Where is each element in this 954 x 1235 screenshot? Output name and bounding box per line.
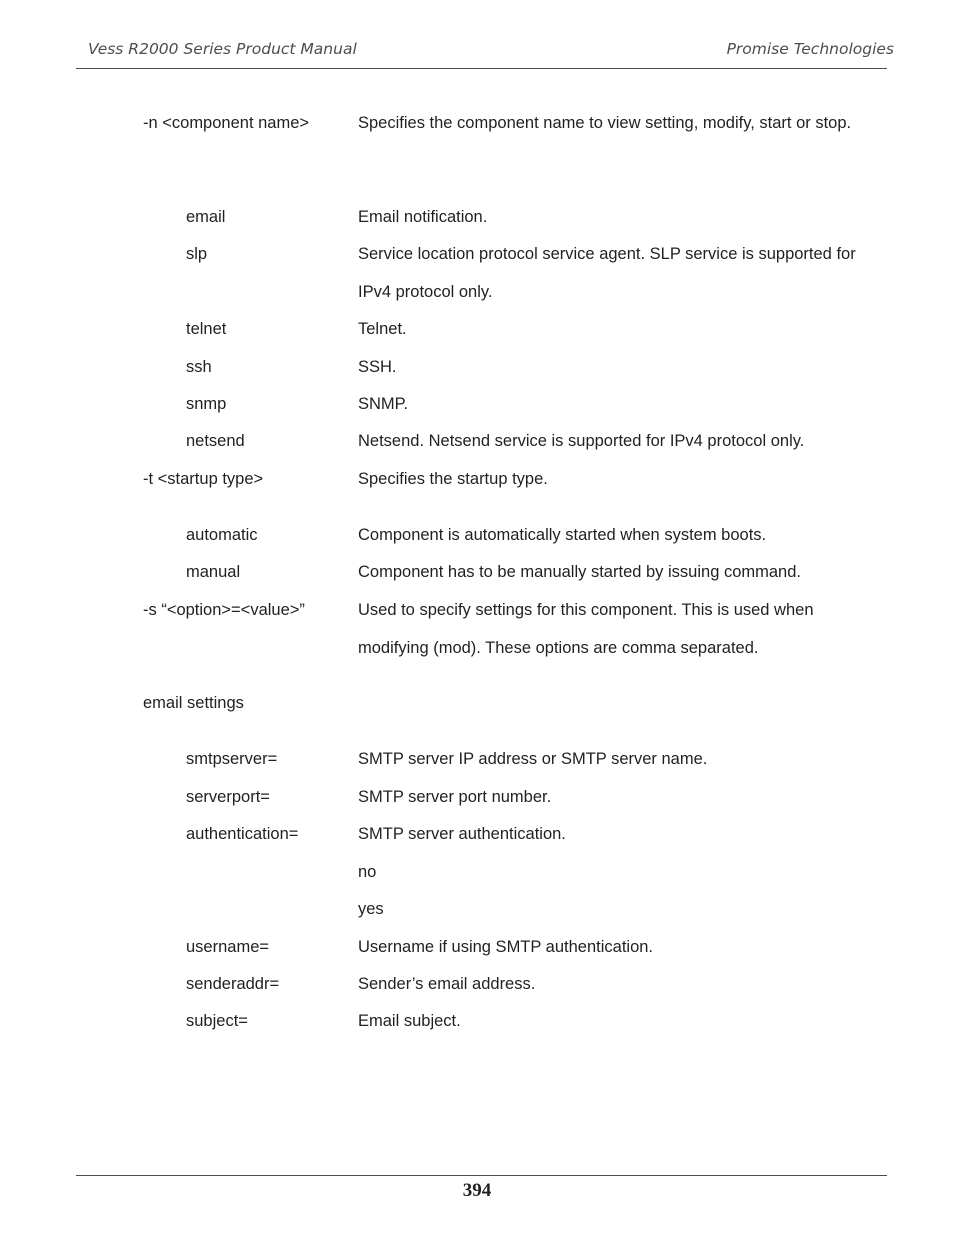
option-term: authentication= <box>186 825 299 843</box>
option-term: smtpserver= <box>186 750 278 768</box>
option-description: Sender’s email address. <box>358 975 536 993</box>
option-term: -t <startup type> <box>143 470 264 488</box>
option-description: Used to specify settings for this component. This is used when modifying (mod). These options are comma separated. <box>358 601 814 657</box>
option-term: manual <box>186 563 241 581</box>
option-description: Netsend. Netsend service is supported for IPv4 protocol only. <box>358 432 805 450</box>
option-description: SSH. <box>358 358 397 376</box>
option-term: slp <box>186 245 208 263</box>
option-term: serverport= <box>186 788 270 806</box>
option-description: Telnet. <box>358 320 407 338</box>
option-term: ssh <box>186 358 212 376</box>
option-term: subject= <box>186 1012 248 1030</box>
option-term: email <box>186 208 226 226</box>
option-term: -s “<option>=<value>” <box>143 601 305 619</box>
option-description: SMTP server authentication. <box>358 825 566 843</box>
option-term: telnet <box>186 320 227 338</box>
option-description: Specifies the startup type. <box>358 470 548 488</box>
option-description: SMTP server port number. <box>358 788 552 806</box>
option-description: Component has to be manually started by issuing command. <box>358 563 801 581</box>
page-number: 394 <box>462 1180 492 1201</box>
company-name: Promise Technologies <box>726 40 894 58</box>
option-description: SMTP server IP address or SMTP server name. <box>358 750 708 768</box>
option-term: automatic <box>186 526 258 544</box>
option-description: Component is automatically started when system boots. <box>358 526 767 544</box>
option-description: Username if using SMTP authentication. <box>358 938 654 956</box>
option-term: username= <box>186 938 270 956</box>
option-term: senderaddr= <box>186 975 280 993</box>
footer-rule <box>76 1175 887 1176</box>
option-description: Email subject. <box>358 1012 461 1030</box>
header-rule <box>76 68 887 69</box>
option-value: yes <box>358 900 384 918</box>
option-description: Email notification. <box>358 208 488 226</box>
option-term: -n <component name> <box>143 114 310 132</box>
manual-title: Vess R2000 Series Product Manual <box>88 40 357 58</box>
option-description: SNMP. <box>358 395 409 413</box>
option-description: Service location protocol service agent. SLP service is supported for IPv4 protocol only. <box>358 245 856 301</box>
option-term: snmp <box>186 395 227 413</box>
section-heading: email settings <box>143 694 244 712</box>
option-description: Specifies the component name to view setting, modify, start or stop. <box>358 114 852 132</box>
option-value: no <box>358 863 377 881</box>
page-header <box>88 38 894 62</box>
option-term: netsend <box>186 432 245 450</box>
